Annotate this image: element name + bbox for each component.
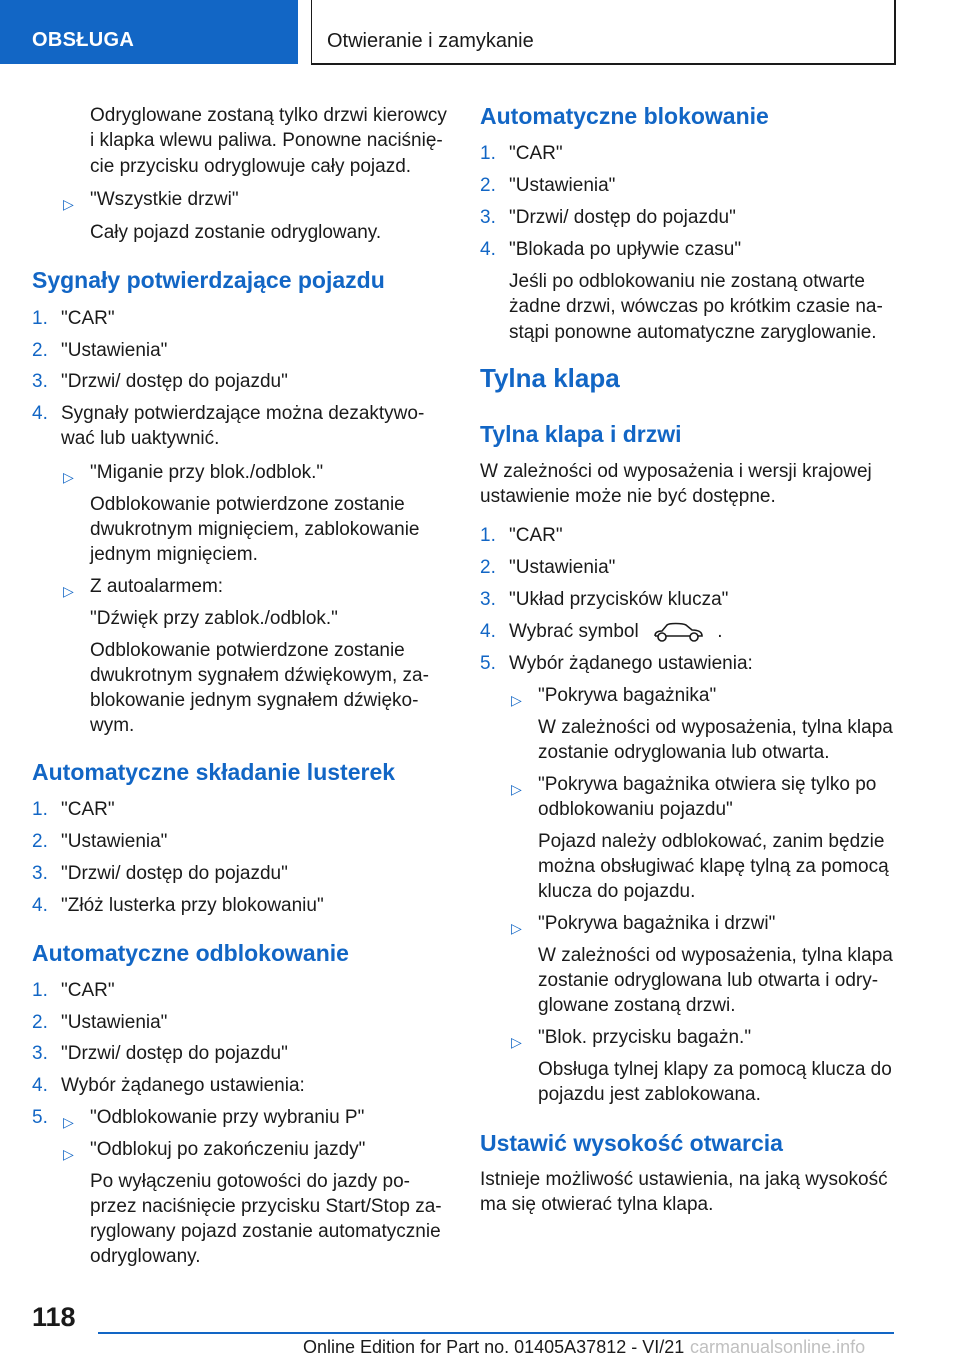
paragraph: Odblokowanie potwierdzone zostanie	[90, 494, 405, 515]
step-number: 1.	[480, 525, 496, 546]
paragraph: Jeśli po odblokowaniu nie zostaną otwarte	[509, 271, 865, 292]
paragraph: W zależności od wyposażenia, tylna klapa	[538, 717, 893, 738]
step-text: "Blokada po upływie czasu"	[509, 239, 742, 260]
step-number: 4.	[32, 1075, 48, 1096]
option-label: "Odblokowanie przy wybraniu P"	[90, 1107, 365, 1128]
step-number: 3.	[32, 371, 48, 392]
step-number: 1.	[32, 308, 48, 329]
step-text: wać lub uaktywnić.	[61, 428, 220, 449]
section-heading: Tylna klapa i drzwi	[480, 421, 682, 447]
bullet-icon: ▷	[511, 1034, 522, 1050]
section-heading: Automatyczne blokowanie	[480, 103, 769, 129]
footer-edition: Online Edition for Part no. 01405A37812 - VI/21	[303, 1337, 685, 1357]
bullet-icon: ▷	[63, 469, 74, 485]
bullet-icon: ▷	[511, 692, 522, 708]
paragraph: odryglowany.	[90, 1246, 201, 1267]
step-text: Wybór żądanego ustawienia:	[61, 1075, 305, 1096]
paragraph: Odryglowane zostaną tylko drzwi kierowcy	[90, 105, 447, 126]
step-number: 3.	[32, 863, 48, 884]
option-label: Z autoalarmem:	[90, 576, 224, 597]
chapter-label: Otwieranie i zamykanie	[327, 30, 534, 52]
option-label: "Wszystkie drzwi"	[90, 189, 239, 210]
paragraph: blokowanie jednym sygnałem dźwięko-	[90, 690, 419, 711]
paragraph: ustawienie może nie być dostępne.	[480, 486, 776, 507]
step-number: 2.	[32, 340, 48, 361]
step-text: "Ustawienia"	[509, 557, 616, 578]
bullet-icon: ▷	[63, 196, 74, 212]
step-text: "CAR"	[61, 308, 115, 329]
section-heading: Sygnały potwierdzające pojazdu	[32, 267, 385, 293]
chapter-tab	[311, 0, 896, 65]
chapter-heading: Tylna klapa	[480, 363, 620, 393]
page-number: 118	[32, 1302, 76, 1332]
car-icon	[652, 621, 704, 643]
step-text-label: Wybrać symbol	[509, 621, 639, 642]
paragraph: Pojazd należy odblokować, zanim będzie	[538, 831, 885, 852]
section-heading: Automatyczne składanie lusterek	[32, 759, 396, 785]
option-label: "Pokrywa bagażnika otwiera się tylko po	[538, 774, 877, 795]
bullet-icon: ▷	[63, 583, 74, 599]
step-number: 1.	[480, 143, 496, 164]
paragraph: ryglowany pojazd zostanie automatycznie	[90, 1221, 441, 1242]
paragraph: dwukrotnym mignięciem, zablokowanie	[90, 519, 420, 540]
step-text: "CAR"	[61, 799, 115, 820]
option-label: "Miganie przy blok./odblok."	[90, 462, 324, 483]
paragraph: można obsługiwać klapę tylną za pomocą	[538, 856, 889, 877]
paragraph: W zależności od wyposażenia, tylna klapa	[538, 945, 893, 966]
paragraph: glowane zostaną drzwi.	[538, 995, 736, 1016]
step-number: 5.	[480, 653, 496, 674]
step-number: 4.	[480, 621, 496, 642]
paragraph: ma się otwierać tylna klapa.	[480, 1194, 714, 1215]
paragraph: Po wyłączeniu gotowości do jazdy po-	[90, 1171, 411, 1192]
step-number: 1.	[32, 980, 48, 1001]
option-label: "Pokrywa bagażnika i drzwi"	[538, 913, 776, 934]
step-number: 3.	[480, 589, 496, 610]
paragraph: wym.	[90, 715, 135, 736]
step-text: Wybór żądanego ustawienia:	[509, 653, 753, 674]
step-text: "Ustawienia"	[61, 831, 168, 852]
step-number: 4.	[32, 895, 48, 916]
option-label: "Blok. przycisku bagażn."	[538, 1027, 752, 1048]
step-text: "CAR"	[509, 525, 563, 546]
paragraph: przez naciśnięcie przycisku Start/Stop za-	[90, 1196, 442, 1217]
section-label: OBSŁUGA	[32, 29, 135, 51]
section-heading: Automatyczne odblokowanie	[32, 940, 349, 966]
step-text: Sygnały potwierdzające można dezaktywo-	[61, 403, 425, 424]
step-text: "CAR"	[509, 143, 563, 164]
paragraph: Odblokowanie potwierdzone zostanie	[90, 640, 405, 661]
option-label: odblokowaniu pojazdu"	[538, 799, 733, 820]
paragraph: cie przycisku odryglowuje cały pojazd.	[90, 156, 412, 177]
step-text: "Układ przycisków klucza"	[509, 589, 729, 610]
section-heading: Ustawić wysokość otwarcia	[480, 1130, 783, 1156]
step-text: "Ustawienia"	[509, 175, 616, 196]
option-label: "Pokrywa bagażnika"	[538, 685, 717, 706]
section-tab	[0, 0, 298, 64]
step-number: 5.	[32, 1107, 48, 1128]
paragraph: zostanie odryglowania lub otwarta.	[538, 742, 830, 763]
bullet-icon: ▷	[63, 1114, 74, 1130]
footer-divider	[98, 1332, 894, 1334]
step-number: 4.	[32, 403, 48, 424]
step-number: 3.	[32, 1043, 48, 1064]
paragraph: i klapka wlewu paliwa. Ponowne naciśnię-	[90, 130, 443, 151]
step-text: "Drzwi/ dostęp do pojazdu"	[509, 207, 736, 228]
paragraph: W zależności od wyposażenia i wersji krajowej	[480, 461, 872, 482]
paragraph: dwukrotnym sygnałem dźwiękowym, za-	[90, 665, 429, 686]
paragraph: zostanie odryglowana lub otwarta i odry-	[538, 970, 879, 991]
step-number: 1.	[32, 799, 48, 820]
step-number: 2.	[32, 831, 48, 852]
option-label: "Odblokuj po zakończeniu jazdy"	[90, 1139, 366, 1160]
step-text: "CAR"	[61, 980, 115, 1001]
paragraph: Istnieje możliwość ustawienia, na jaką wysokość	[480, 1169, 888, 1190]
step-text: "Ustawienia"	[61, 340, 168, 361]
paragraph: żadne drzwi, wówczas po krótkim czasie na-	[509, 296, 883, 317]
step-text: "Złóż lusterka przy blokowaniu"	[61, 895, 324, 916]
paragraph: klucza do pojazdu.	[538, 881, 696, 902]
watermark: carmanualsonline.info	[690, 1337, 866, 1357]
step-text: "Drzwi/ dostęp do pojazdu"	[61, 863, 288, 884]
paragraph: "Dźwięk przy zablok./odblok."	[90, 608, 338, 629]
step-text-end: .	[717, 621, 723, 642]
step-text: "Drzwi/ dostęp do pojazdu"	[61, 1043, 288, 1064]
bullet-icon: ▷	[511, 781, 522, 797]
paragraph: pojazdu jest zablokowana.	[538, 1084, 761, 1105]
step-number: 2.	[480, 175, 496, 196]
step-number: 2.	[480, 557, 496, 578]
step-text: "Drzwi/ dostęp do pojazdu"	[61, 371, 288, 392]
bullet-icon: ▷	[511, 920, 522, 936]
paragraph: Cały pojazd zostanie odryglowany.	[90, 222, 382, 243]
bullet-icon: ▷	[63, 1146, 74, 1162]
step-number: 4.	[480, 239, 496, 260]
step-number: 3.	[480, 207, 496, 228]
step-number: 2.	[32, 1012, 48, 1033]
step-text	[509, 619, 723, 644]
paragraph: jednym mignięciem.	[90, 544, 258, 565]
step-text: "Ustawienia"	[61, 1012, 168, 1033]
paragraph: Obsługa tylnej klapy za pomocą klucza do	[538, 1059, 892, 1080]
paragraph: stąpi ponowne automatyczne zaryglowanie.	[509, 322, 877, 343]
